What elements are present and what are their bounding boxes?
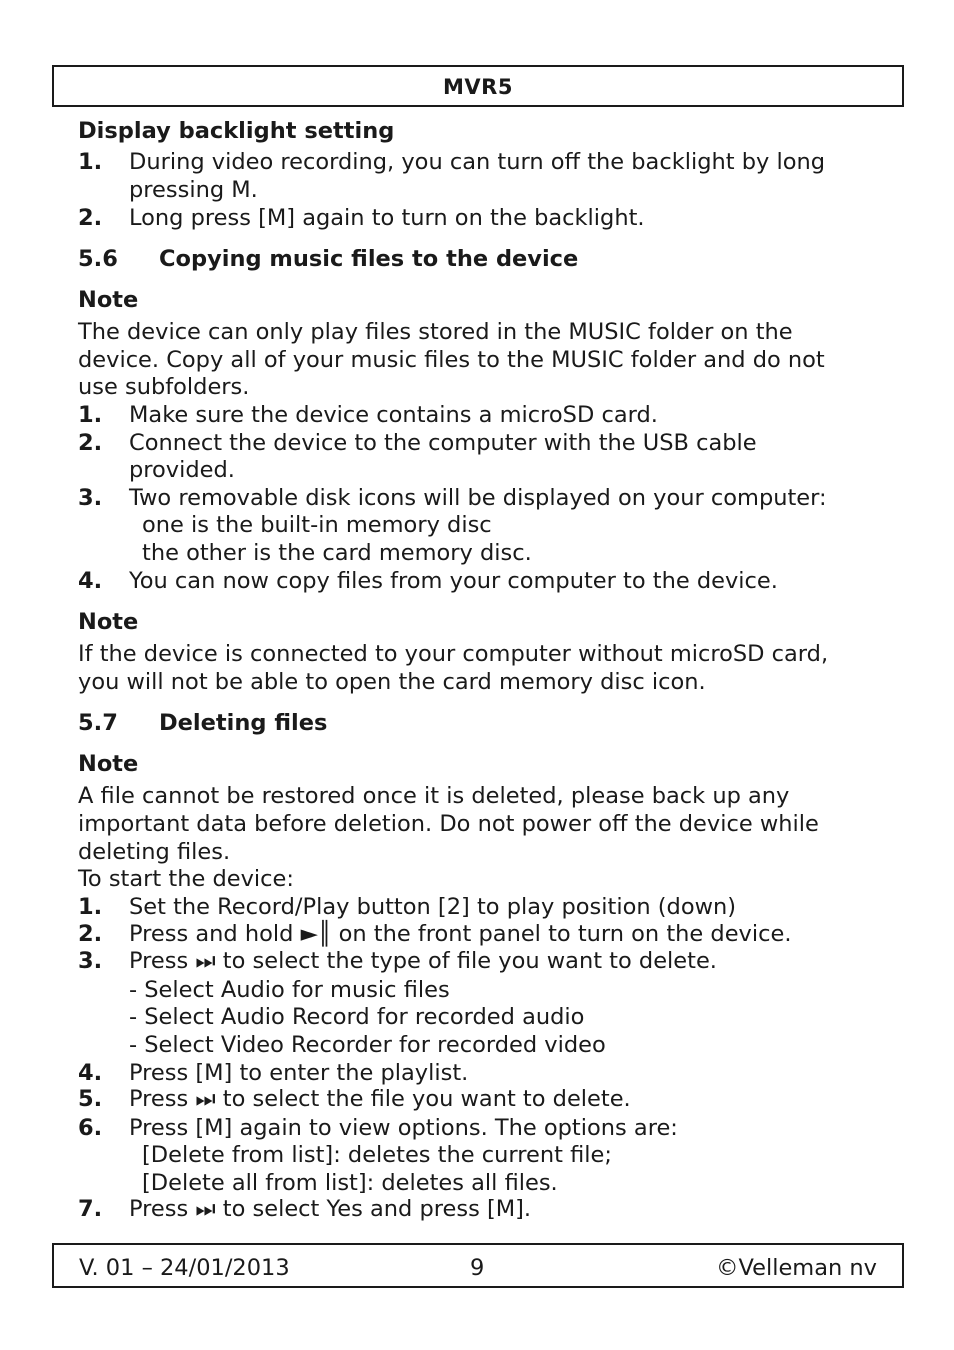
list-item: Two removable disk icons will be displayed on your computer: bbox=[129, 485, 827, 511]
list-subitem: one is the built-in memory disc bbox=[142, 512, 492, 538]
note-heading: Note bbox=[78, 287, 139, 313]
list-subitem: - Select Audio Record for recorded audio bbox=[129, 1004, 585, 1030]
list-number: 1. bbox=[78, 149, 103, 175]
backlight-heading: Display backlight setting bbox=[78, 118, 395, 144]
list-number: 1. bbox=[78, 894, 103, 920]
list-number: 4. bbox=[78, 1060, 103, 1086]
note-heading: Note bbox=[78, 751, 139, 777]
list-subitem: - Select Audio for music files bbox=[129, 977, 450, 1003]
page-number: 9 bbox=[470, 1255, 485, 1281]
list-number: 2. bbox=[78, 205, 103, 231]
list-item: Set the Record/Play button [2] to play position (down) bbox=[129, 894, 737, 920]
list-number: 6. bbox=[78, 1115, 103, 1141]
list-item: provided. bbox=[129, 457, 235, 483]
page-footer bbox=[52, 1243, 904, 1288]
list-item: Press [M] to enter the playlist. bbox=[129, 1060, 469, 1086]
list-item: Press ⏭ to select the type of file you want to delete. bbox=[129, 948, 717, 974]
list-number: 2. bbox=[78, 921, 103, 947]
list-item: Make sure the device contains a microSD card. bbox=[129, 402, 658, 428]
list-item: Press ⏭ to select the file you want to delete. bbox=[129, 1086, 631, 1112]
list-number: 1. bbox=[78, 402, 103, 428]
list-subitem: [Delete from list]: deletes the current file; bbox=[142, 1142, 612, 1168]
section-title: Deleting files bbox=[159, 710, 328, 736]
list-subitem: the other is the card memory disc. bbox=[142, 540, 532, 566]
list-item: Press [M] again to view options. The options are: bbox=[129, 1115, 678, 1141]
list-subitem: - Select Video Recorder for recorded video bbox=[129, 1032, 606, 1058]
list-number: 2. bbox=[78, 430, 103, 456]
list-number: 3. bbox=[78, 485, 103, 511]
document-title: MVR5 bbox=[443, 75, 513, 99]
note-text: important data before deletion. Do not power off the device while bbox=[78, 811, 819, 837]
list-number: 4. bbox=[78, 568, 103, 594]
note-text: deleting files. bbox=[78, 839, 231, 865]
version-date: V. 01 – 24/01/2013 bbox=[79, 1255, 290, 1281]
list-number: 3. bbox=[78, 948, 103, 974]
note-text: use subfolders. bbox=[78, 374, 250, 400]
list-number: 5. bbox=[78, 1086, 103, 1112]
list-number: 7. bbox=[78, 1196, 103, 1222]
section-number: 5.7 bbox=[78, 710, 118, 736]
list-item: During video recording, you can turn off the backlight by long bbox=[129, 149, 826, 175]
list-item: Long press [M] again to turn on the backlight. bbox=[129, 205, 645, 231]
note-text: If the device is connected to your computer without microSD card, bbox=[78, 641, 829, 667]
note-text: device. Copy all of your music files to the MUSIC folder and do not bbox=[78, 347, 825, 373]
list-item: Press ⏭ to select Yes and press [M]. bbox=[129, 1196, 532, 1222]
section-number: 5.6 bbox=[78, 246, 118, 272]
list-item: pressing M. bbox=[129, 177, 258, 203]
page-header bbox=[52, 65, 904, 107]
note-text: you will not be able to open the card memory disc icon. bbox=[78, 669, 706, 695]
list-item: You can now copy files from your computer to the device. bbox=[129, 568, 778, 594]
copyright: ©Velleman nv bbox=[715, 1255, 877, 1281]
list-subitem: [Delete all from list]: deletes all files. bbox=[142, 1170, 558, 1196]
list-item: Press and hold ►║ on the front panel to turn on the device. bbox=[129, 921, 792, 947]
note-text: The device can only play files stored in the MUSIC folder on the bbox=[78, 319, 793, 345]
section-title: Copying music files to the device bbox=[159, 246, 579, 272]
note-text: A file cannot be restored once it is deleted, please back up any bbox=[78, 783, 790, 809]
list-item: Connect the device to the computer with the USB cable bbox=[129, 430, 757, 456]
note-heading: Note bbox=[78, 609, 139, 635]
note-text: To start the device: bbox=[78, 866, 294, 892]
